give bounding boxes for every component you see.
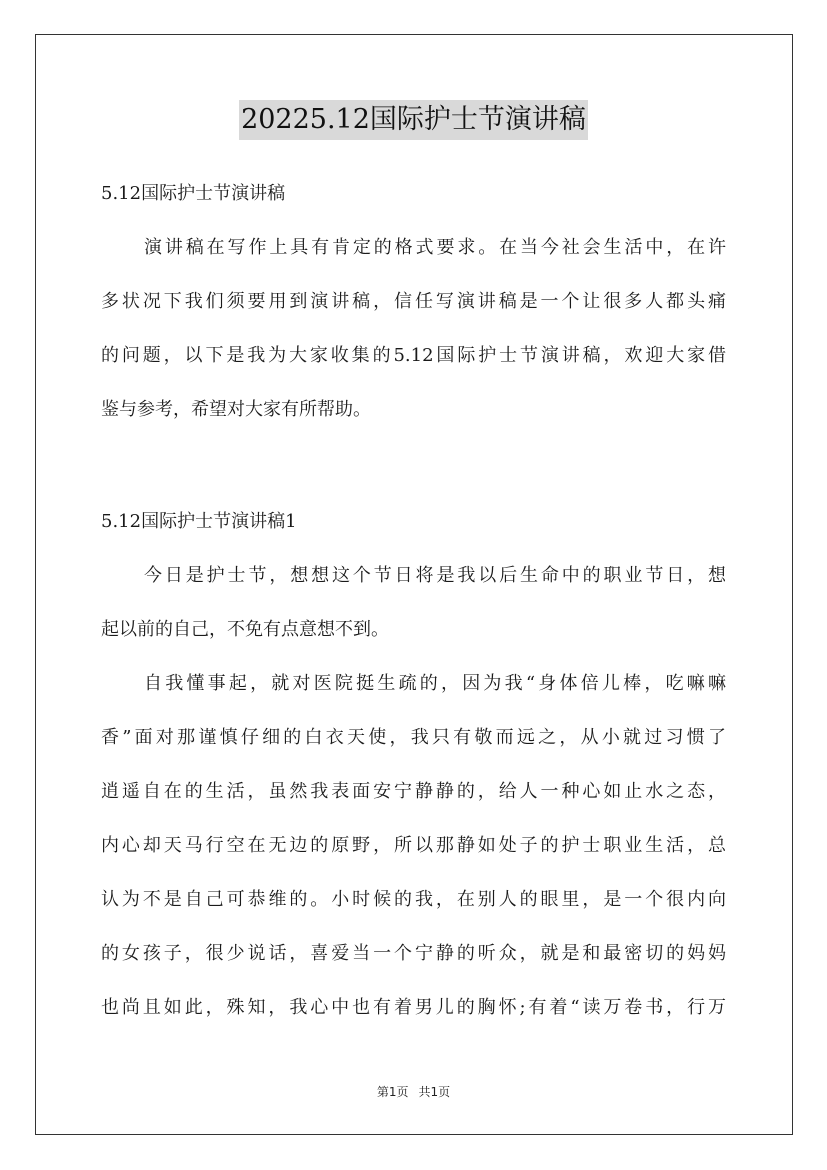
intro-paragraph [101, 230, 726, 428]
text-line: 的女孩子，很少说话，喜爱当一个宁静的听众，就是和最密切的妈妈 [101, 943, 726, 964]
text-line: 今日是护士节，想想这个节日将是我以后生命中的职业节日，想 [144, 565, 726, 586]
text-line: 多状况下我们须要用到演讲稿，信任写演讲稿是一个让很多人都头痛 [101, 291, 726, 312]
paragraph-1 [101, 558, 726, 648]
subtitle: 5.12国际护士节演讲稿 [101, 183, 286, 204]
text-line: 香”面对那谨慎仔细的白衣天使，我只有敬而远之，从小就过习惯了 [101, 727, 726, 748]
document-title: 20225.12国际护士节演讲稿 [239, 100, 588, 140]
text-line: 内心却天马行空在无边的原野，所以那静如处子的护士职业生活，总 [101, 835, 726, 856]
page-total: 共1页 [418, 1085, 451, 1099]
paragraph-2 [101, 666, 726, 1026]
document-body [101, 176, 726, 1026]
text-line: 逍遥自在的生活，虽然我表面安宁静静的，给人一种心如止水之态， [101, 781, 726, 802]
text-line: 起以前的自己，不免有点意想不到。 [101, 619, 389, 640]
text-line: 的问题，以下是我为大家收集的5.12国际护士节演讲稿，欢迎大家借 [101, 345, 726, 366]
text-line: 演讲稿在写作上具有肯定的格式要求。在当今社会生活中，在许 [144, 237, 726, 258]
text-line: 鉴与参考，希望对大家有所帮助。 [101, 399, 371, 420]
title-container [0, 100, 827, 140]
text-line: 认为不是自己可恭维的。小时候的我，在别人的眼里，是一个很内向 [101, 889, 726, 910]
page-number: 第1页 [376, 1085, 409, 1099]
page-footer [0, 1083, 827, 1100]
text-line: 也尚且如此，殊知，我心中也有着男儿的胸怀;有着“读万卷书，行万 [101, 997, 726, 1018]
section-heading: 5.12国际护士节演讲稿1 [101, 511, 297, 532]
text-line: 自我懂事起，就对医院挺生疏的，因为我“身体倍儿棒，吃嘛嘛 [144, 673, 726, 694]
